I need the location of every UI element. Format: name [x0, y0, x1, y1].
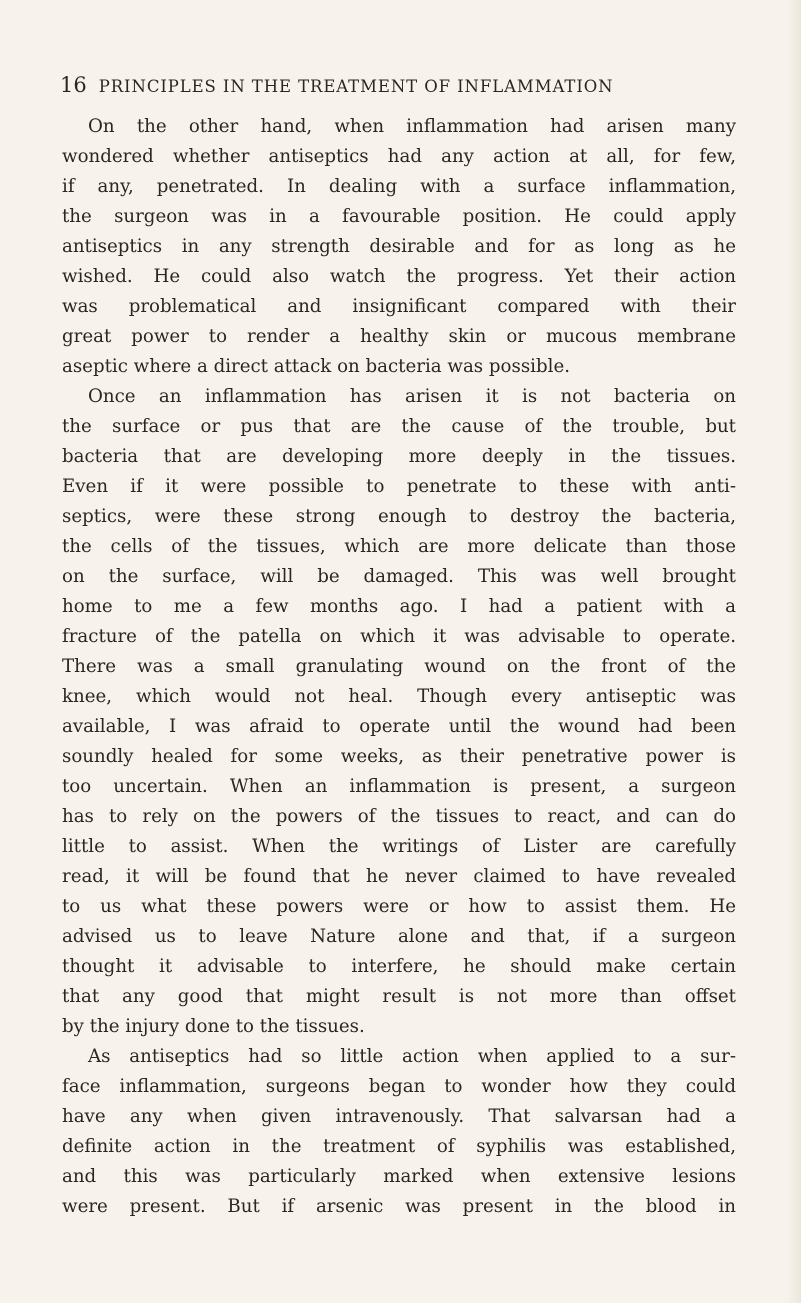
- text-line: by the injury done to the tissues.: [62, 1016, 365, 1037]
- text-line: was problematical and insignificant compared with their: [62, 296, 736, 317]
- text-line: antiseptics in any strength desirable and for as long as he: [62, 236, 736, 257]
- page-edge-shadow: [787, 0, 801, 1303]
- text-line: and this was particularly marked when extensive lesions: [62, 1166, 736, 1187]
- text-line: advised us to leave Nature alone and that, if a surgeon: [62, 926, 736, 947]
- text-line: on the surface, will be damaged. This was well brought: [62, 566, 736, 587]
- text-line: the surface or pus that are the cause of the trouble, but: [62, 416, 736, 437]
- text-line: aseptic where a direct attack on bacteria was possible.: [62, 356, 570, 377]
- text-line: if any, penetrated. In dealing with a surface inflammation,: [62, 176, 736, 197]
- text-line: to us what these powers were or how to assist them. He: [62, 896, 736, 917]
- text-line: soundly healed for some weeks, as their penetrative power is: [62, 746, 736, 767]
- text-line: read, it will be found that he never claimed to have revealed: [62, 866, 736, 887]
- text-line: has to rely on the powers of the tissues to react, and can do: [62, 806, 736, 827]
- text-line: home to me a few months ago. I had a patient with a: [62, 596, 736, 617]
- text-line: On the other hand, when inflammation had arisen many: [88, 116, 736, 137]
- running-title: PRINCIPLES IN THE TREATMENT OF INFLAMMATION: [98, 77, 614, 96]
- body-text: [62, 112, 736, 1222]
- text-line: Once an inflammation has arisen it is not bacteria on: [88, 386, 736, 407]
- text-line: wished. He could also watch the progress. Yet their action: [62, 266, 736, 287]
- text-line: knee, which would not heal. Though every antiseptic was: [62, 686, 736, 707]
- text-line: great power to render a healthy skin or mucous membrane: [62, 326, 736, 347]
- text-line: bacteria that are developing more deeply in the tissues.: [62, 446, 736, 467]
- text-line: thought it advisable to interfere, he should make certain: [62, 956, 736, 977]
- text-line: wondered whether antiseptics had any action at all, for few,: [62, 146, 736, 167]
- running-header: [60, 70, 740, 100]
- text-line: available, I was afraid to operate until the wound had been: [62, 716, 736, 737]
- page-number: 16: [60, 73, 87, 97]
- text-line: definite action in the treatment of syphilis was established,: [62, 1136, 736, 1157]
- text-line: little to assist. When the writings of Lister are carefully: [62, 836, 736, 857]
- text-line: have any when given intravenously. That salvarsan had a: [62, 1106, 736, 1127]
- text-line: As antiseptics had so little action when applied to a sur-: [88, 1046, 736, 1067]
- text-line: septics, were these strong enough to destroy the bacteria,: [62, 506, 736, 527]
- text-line: the cells of the tissues, which are more delicate than those: [62, 536, 736, 557]
- text-line: too uncertain. When an inflammation is present, a surgeon: [62, 776, 736, 797]
- text-line: that any good that might result is not more than offset: [62, 986, 736, 1007]
- text-line: were present. But if arsenic was present in the blood in: [62, 1196, 736, 1217]
- text-line: Even if it were possible to penetrate to these with anti-: [62, 476, 736, 497]
- text-line: fracture of the patella on which it was advisable to operate.: [62, 626, 736, 647]
- text-line: the surgeon was in a favourable position. He could apply: [62, 206, 736, 227]
- text-line: There was a small granulating wound on the front of the: [62, 656, 736, 677]
- text-line: face inflammation, surgeons began to wonder how they could: [62, 1076, 736, 1097]
